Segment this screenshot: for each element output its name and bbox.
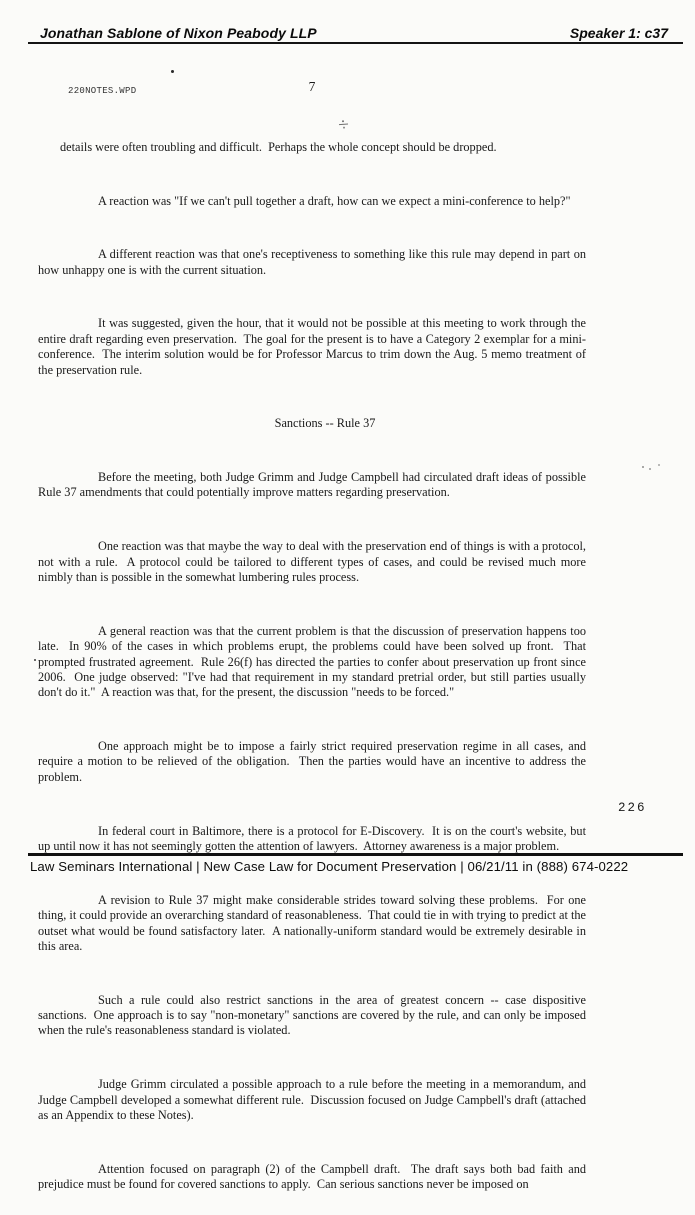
ink-speck-icon [658, 464, 660, 466]
section-heading: Sanctions -- Rule 37 [274, 416, 376, 431]
document-page-number: 7 [308, 79, 316, 94]
body-paragraph: Judge Grimm circulated a possible approach to a rule before the meeting in a memorandum, and Judge Campbell developed a somewhat different rule. Discussion focused on Judge Campbell's draft (attached as an Appendix to these Notes). [38, 1077, 590, 1122]
page-stamp-number: 226 [618, 801, 647, 815]
body-paragraph: In federal court in Baltimore, there is a protocol for E-Discovery. It is on the court's website, but up until now it has not seemingly gotten the attention of lawyers. Attorney awareness is a major problem. [38, 823, 590, 853]
body-paragraph: A general reaction was that the current problem is that the discussion of preservation happens too late. In 90% of the cases in which problems erupt, the problems could have been solved up front. That prompted frustrated agreement. Rule 26(f) has directed the parties to confer about preservation up front since 2006. One judge observed: "I've had that requirement in my standard pretrial order, but still parties usually don't do it." A reaction was that, for the present, the discussion "needs to be forced." [38, 623, 590, 700]
body-paragraph: It was suggested, given the hour, that it would not be possible at this meeting to work through the entire draft regarding even preservation. The goal for the present is to have a Category 2 exemplar for a mini-conference. The interim solution would be for Professor Marcus to trim down the Aug. 5 memo treatment of the preservation rule. [38, 316, 590, 377]
body-paragraph: A different reaction was that one's receptiveness to something like this rule may depend in part on how unhappy one is with the current situation. [38, 247, 590, 277]
body-paragraph: Attention focused on paragraph (2) of the Campbell draft. The draft says both bad faith and prejudice must be found for covered sanctions to apply. Can serious sanctions never be imposed on [38, 1161, 590, 1192]
body-paragraph: details were often troubling and difficult. Perhaps the whole concept should be dropped. [60, 139, 497, 154]
body-paragraph: A revision to Rule 37 might make considerable strides toward solving these problems. For one thing, it could provide an overarching standard of reasonableness. That could tie in with trying to predict at the outset what would be found satisfactory later. A nationally-uniform standard would be extremely desirable in this area. [38, 892, 590, 953]
body-paragraph: A reaction was "If we can't pull together a draft, how can we expect a mini-conference to help?" [98, 193, 571, 208]
header-speaker-name: Jonathan Sablone of Nixon Peabody LLP [40, 25, 317, 41]
footer-divider-rule [28, 853, 683, 856]
ink-speck-icon [642, 466, 644, 468]
ink-smudge-icon [338, 120, 350, 129]
header-divider-rule [28, 42, 683, 44]
ink-speck-icon [171, 70, 174, 73]
ink-speck-icon [649, 468, 651, 470]
body-paragraph: One approach might be to impose a fairly strict required preservation regime in all cases, and require a motion to be relieved of the obligation. Then the parties would have an incentive to address the problem. [38, 739, 590, 784]
ink-speck-icon [34, 659, 36, 661]
document-body [38, 109, 590, 1215]
body-paragraph: Before the meeting, both Judge Grimm and Judge Campbell had circulated draft ideas of possible Rule 37 amendments that could potentially improve matters regarding preservation. [38, 470, 590, 500]
footer-seminar-line: Law Seminars International | New Case Law for Document Preservation | 06/21/11 in (888) 674-0222 [30, 859, 629, 874]
body-paragraph: One reaction was that maybe the way to deal with the preservation end of things is with a protocol, not with a rule. A protocol could be tailored to different types of cases, and could be revised much more nimbly than is possible in the somewhat lumbering rules process. [38, 539, 590, 584]
body-paragraph: Such a rule could also restrict sanctions in the area of greatest concern -- case dispositive sanctions. One approach is to say "non-monetary" sanctions are covered by the rule, and can only be imposed when the rule's reasonableness standard is violated. [38, 992, 590, 1038]
document-file-label: 220NOTES.WPD [68, 86, 137, 96]
header-speaker-label: Speaker 1: c37 [569, 25, 668, 41]
